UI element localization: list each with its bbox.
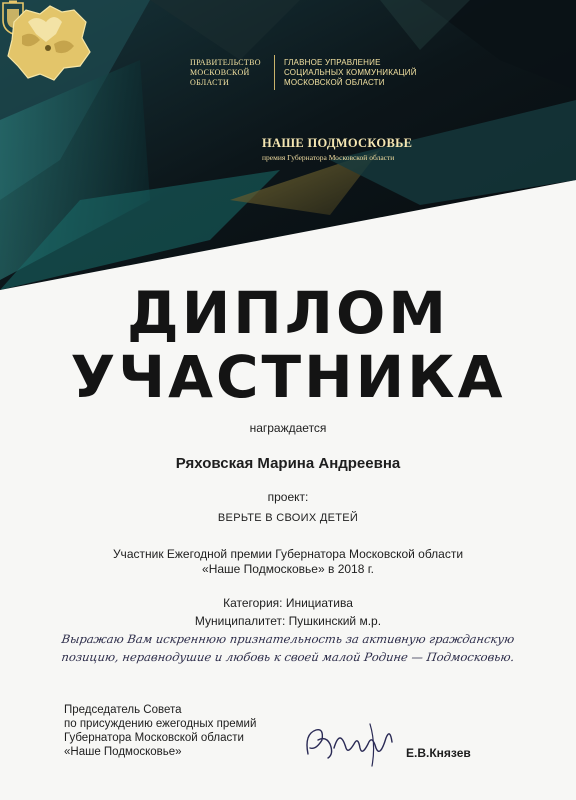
project-label: проект: [267,490,309,504]
gratitude-line-2: позицию, неравнодушие и любовь к своей малой Родине — Подмосковью. [60,650,516,664]
chairman-title: Председатель Совета по присуждению ежегодных премий Губернатора Московской области «Наше Подмосковье» [64,704,257,758]
department-label: ГЛАВНОЕ УПРАВЛЕНИЕ СОЦИАЛЬНЫХ КОММУНИКАЦИЙ МОСКОВСКОЙ ОБЛАСТИ [284,58,417,87]
gratitude-line-1: Выражаю Вам искреннюю признательность за активную гражданскую [60,632,516,646]
header-divider [274,55,275,90]
diploma-title: ДИПЛОМ [127,279,449,347]
signer-name: Е.В.Князев [406,746,471,760]
handwritten-signature [300,714,400,772]
awarded-label: награждается [249,421,327,435]
category-line: Категория: Инициатива [223,596,353,610]
municipality-line: Муниципалитет: Пушкинский м.р. [194,614,382,628]
government-label: ПРАВИТЕЛЬСТВО МОСКОВСКОЙ ОБЛАСТИ [190,58,261,87]
participant-line-2: «Наше Подмосковье» в 2018 г. [202,562,374,576]
project-name: ВЕРЬТЕ В СВОИХ ДЕТЕЙ [217,512,359,524]
recipient-name: Ряховская Марина Андреевна [175,455,401,472]
header-banner [0,0,576,290]
diploma-subtitle: УЧАСТНИКА [70,343,506,411]
participant-line-1: Участник Ежегодной премии Губернатора Московской области [112,547,464,561]
prize-subtitle: премия Губернатора Московской области [262,153,395,162]
moscow-region-map-icon [0,0,96,84]
prize-title: НАШЕ ПОДМОСКОВЬЕ [262,136,413,150]
